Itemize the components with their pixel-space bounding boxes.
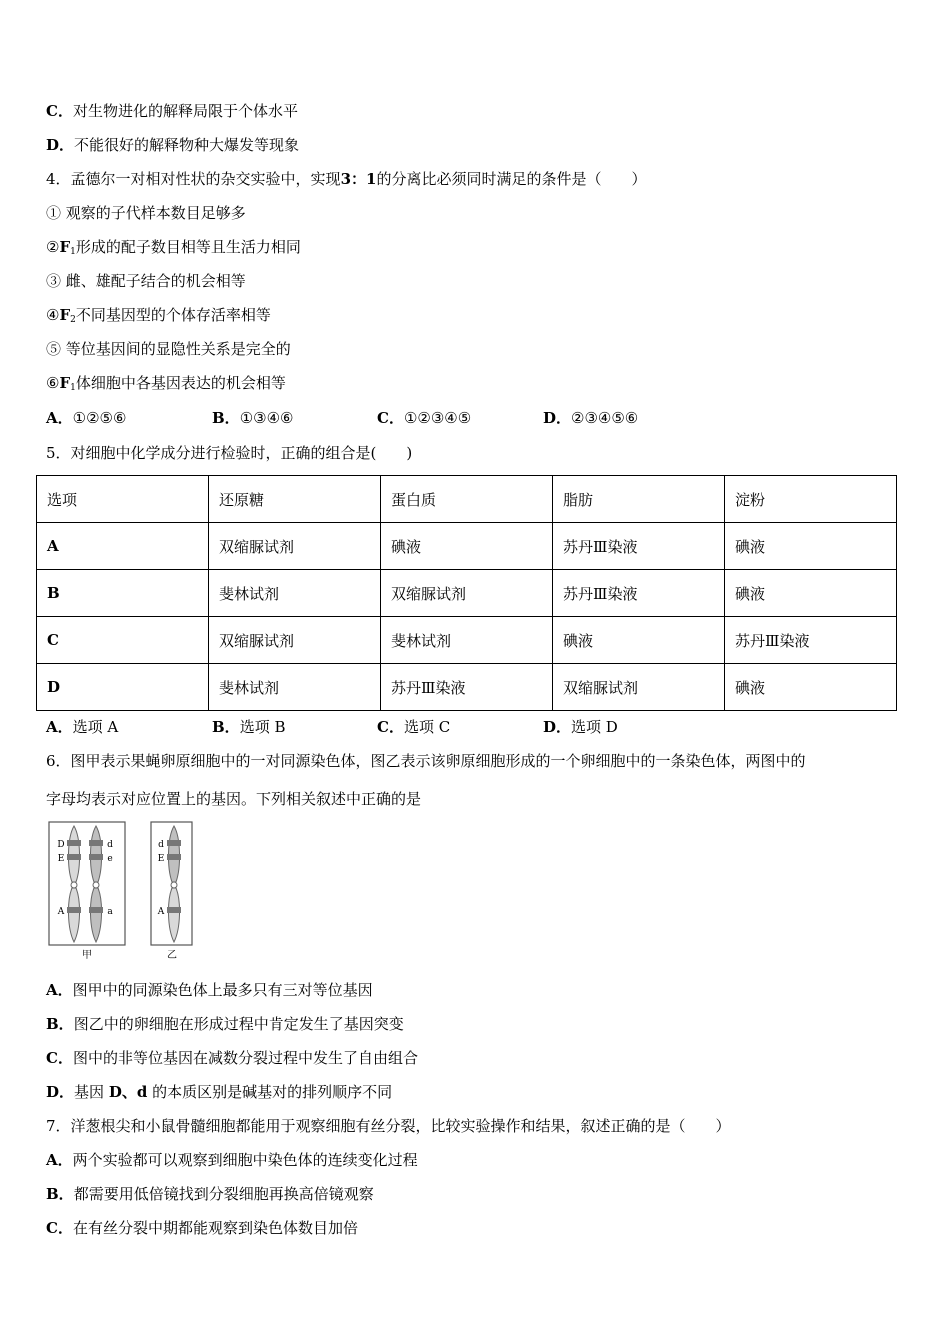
q6-stem-line2 <box>46 789 421 809</box>
q3-option-d <box>46 135 299 155</box>
stem-text: 对细胞中化学成分进行检验时，正确的组合是( ) <box>70 444 413 462</box>
gene-label: e <box>107 854 113 864</box>
table-cell: 苏丹Ⅲ染液 <box>381 664 553 711</box>
question-number: 5． <box>46 444 71 462</box>
gene-label: E <box>157 854 165 864</box>
stem-text: 的分离比必须同时满足的条件是（ ） <box>376 170 647 188</box>
option-text: ①②⑤⑥ <box>72 409 127 427</box>
option-text: 选项 D <box>571 718 618 736</box>
chromosome-right <box>89 826 103 942</box>
option-text: 对生物进化的解释局限于个体水平 <box>72 102 298 120</box>
table-cell: 斐林试剂 <box>381 617 553 664</box>
reagent-table <box>36 475 897 711</box>
item-text: 不同基因型的个体存活率相等 <box>75 306 271 324</box>
table-row <box>37 664 897 711</box>
gene-label: d <box>158 840 164 850</box>
chromosome-left <box>67 826 81 942</box>
q7-option-b <box>46 1184 374 1204</box>
option-text: ②③④⑤⑥ <box>571 409 639 427</box>
question-number: 6． <box>46 752 71 770</box>
item-mark: ② <box>46 238 60 256</box>
question-number: 7． <box>46 1117 71 1135</box>
option-letter: A． <box>46 1151 73 1169</box>
option-letter: C． <box>377 718 404 736</box>
table-header-cell: 还原糖 <box>209 476 381 523</box>
option-letter: D． <box>543 718 572 736</box>
q4-item-5 <box>46 339 291 359</box>
q6-option-c <box>46 1048 418 1068</box>
item-text: 等位基因间的显隐性关系是完全的 <box>65 340 291 358</box>
option-text: 不能很好的解释物种大爆发等现象 <box>74 136 300 154</box>
table-cell: C <box>37 617 209 664</box>
stem-text: 字母均表示对应位置上的基因。下列相关叙述中正确的是 <box>46 790 422 808</box>
option-letter: C． <box>377 409 404 427</box>
item-mark: ① <box>46 204 62 222</box>
option-letter: B． <box>46 1015 74 1033</box>
q5-option-b <box>212 717 285 737</box>
gene-symbols: D、d <box>108 1083 148 1101</box>
item-mark: ⑥ <box>46 374 60 392</box>
table-cell: 斐林试剂 <box>209 570 381 617</box>
gen-symbol: F <box>59 374 71 392</box>
option-letter: A． <box>46 718 73 736</box>
q4-item-3 <box>46 271 246 291</box>
gene-label: a <box>107 907 113 917</box>
option-text: 选项 A <box>72 718 119 736</box>
item-mark: ⑤ <box>46 340 62 358</box>
table-header-cell: 蛋白质 <box>381 476 553 523</box>
chromosome-figure-jia <box>46 820 128 962</box>
q4-stem <box>46 169 646 189</box>
q4-option-d <box>543 408 638 428</box>
option-text: 选项 B <box>239 718 286 736</box>
item-text: 体细胞中各基因表达的机会相等 <box>75 374 286 392</box>
table-header-cell: 脂肪 <box>553 476 725 523</box>
option-letter: A． <box>46 409 73 427</box>
gene-band <box>167 907 181 913</box>
table-row <box>37 523 897 570</box>
stem-text: 孟德尔一对相对性状的杂交实验中，实现 <box>70 170 341 188</box>
table-cell: 碘液 <box>725 664 897 711</box>
gene-band <box>89 907 103 913</box>
table-cell: 斐林试剂 <box>209 664 381 711</box>
q6-option-a <box>46 980 373 1000</box>
table-cell: 碘液 <box>725 523 897 570</box>
q6-option-d <box>46 1082 392 1102</box>
table-cell: 双缩脲试剂 <box>553 664 725 711</box>
gene-label: A <box>157 907 165 917</box>
item-text: 雌、雄配子结合的机会相等 <box>65 272 246 290</box>
option-letter: B． <box>46 1185 74 1203</box>
table-row <box>37 617 897 664</box>
option-letter: C． <box>46 1049 73 1067</box>
option-text: 选项 C <box>403 718 451 736</box>
table-cell: B <box>37 570 209 617</box>
gene-label: E <box>57 854 65 864</box>
table-header-row <box>37 476 897 523</box>
option-text: ①③④⑥ <box>239 409 294 427</box>
stem-text: 图甲表示果蝇卵原细胞中的一对同源染色体，图乙表示该卵原细胞形成的一个卵细胞中的一条染色体，两图中的 <box>70 752 806 770</box>
q3-option-c <box>46 101 298 121</box>
item-mark: ④ <box>46 306 60 324</box>
table-cell: 碘液 <box>553 617 725 664</box>
question-number: 4． <box>46 170 71 188</box>
table-cell: 苏丹Ⅲ染液 <box>553 570 725 617</box>
table-cell: 碘液 <box>725 570 897 617</box>
table-cell: D <box>37 664 209 711</box>
option-letter: D． <box>46 1083 75 1101</box>
option-letter: D． <box>46 136 75 154</box>
table-cell: 双缩脲试剂 <box>381 570 553 617</box>
table-cell: 苏丹Ⅲ染液 <box>553 523 725 570</box>
item-text: 观察的子代样本数目足够多 <box>65 204 246 222</box>
option-letter: B． <box>212 409 240 427</box>
gene-band <box>167 854 181 860</box>
gene-band <box>67 840 81 846</box>
q6-stem-line1 <box>46 751 806 771</box>
table-row <box>37 570 897 617</box>
gene-label: d <box>107 840 113 850</box>
option-letter: D． <box>543 409 572 427</box>
q4-option-a <box>46 408 126 428</box>
option-text: 两个实验都可以观察到细胞中染色体的连续变化过程 <box>72 1151 418 1169</box>
table-cell: 苏丹Ⅲ染液 <box>725 617 897 664</box>
gen-subscript: 1 <box>70 383 76 393</box>
q7-stem <box>46 1116 731 1136</box>
stem-text: 洋葱根尖和小鼠骨髓细胞都能用于观察细胞有丝分裂，比较实验操作和结果，叙述正确的是（ ） <box>70 1117 731 1135</box>
table-header-cell: 选项 <box>37 476 209 523</box>
q4-item-2 <box>46 237 301 262</box>
q4-option-b <box>212 408 293 428</box>
q5-option-a <box>46 717 118 737</box>
chromosome-single <box>167 826 181 942</box>
gen-symbol: F <box>59 238 71 256</box>
gen-subscript: 1 <box>70 247 76 257</box>
table-cell: 双缩脲试剂 <box>209 523 381 570</box>
item-mark: ③ <box>46 272 62 290</box>
gene-label: D <box>57 840 65 850</box>
q4-item-4 <box>46 305 271 330</box>
chromosome-figure-yi <box>148 820 196 962</box>
q7-option-c <box>46 1218 358 1238</box>
gene-band <box>67 854 81 860</box>
table-header-cell: 淀粉 <box>725 476 897 523</box>
option-text: 图甲中的同源染色体上最多只有三对等位基因 <box>72 981 373 999</box>
q5-stem <box>46 443 412 463</box>
q6-option-b <box>46 1014 404 1034</box>
option-text: ①②③④⑤ <box>403 409 472 427</box>
gen-subscript: 2 <box>70 315 76 325</box>
option-text: 图中的非等位基因在减数分裂过程中发生了自由组合 <box>72 1049 418 1067</box>
figure-caption: 甲 <box>82 950 92 961</box>
option-text: 都需要用低倍镜找到分裂细胞再换高倍镜观察 <box>73 1185 374 1203</box>
q7-option-a <box>46 1150 418 1170</box>
option-letter: B． <box>212 718 240 736</box>
table-cell: 碘液 <box>381 523 553 570</box>
gene-band <box>89 854 103 860</box>
q4-item-6 <box>46 373 286 398</box>
q5-option-c <box>377 717 450 737</box>
option-text: 基因 <box>74 1083 105 1101</box>
option-text: 图乙中的卵细胞在形成过程中肯定发生了基因突变 <box>73 1015 404 1033</box>
q5-option-d <box>543 717 618 737</box>
option-letter: A． <box>46 981 73 999</box>
q4-item-1 <box>46 203 246 223</box>
gene-band <box>67 907 81 913</box>
item-text: 形成的配子数目相等且生活力相同 <box>75 238 301 256</box>
gene-label: A <box>57 907 65 917</box>
figure-caption: 乙 <box>167 950 177 961</box>
q4-option-c <box>377 408 471 428</box>
gene-band <box>89 840 103 846</box>
table-cell: A <box>37 523 209 570</box>
option-text: 的本质区别是碱基对的排列顺序不同 <box>152 1083 393 1101</box>
option-text: 在有丝分裂中期都能观察到染色体数目加倍 <box>72 1219 358 1237</box>
ratio: 3：1 <box>340 170 377 188</box>
gene-band <box>167 840 181 846</box>
gen-symbol: F <box>59 306 71 324</box>
option-letter: C． <box>46 102 73 120</box>
option-letter: C． <box>46 1219 73 1237</box>
table-cell: 双缩脲试剂 <box>209 617 381 664</box>
